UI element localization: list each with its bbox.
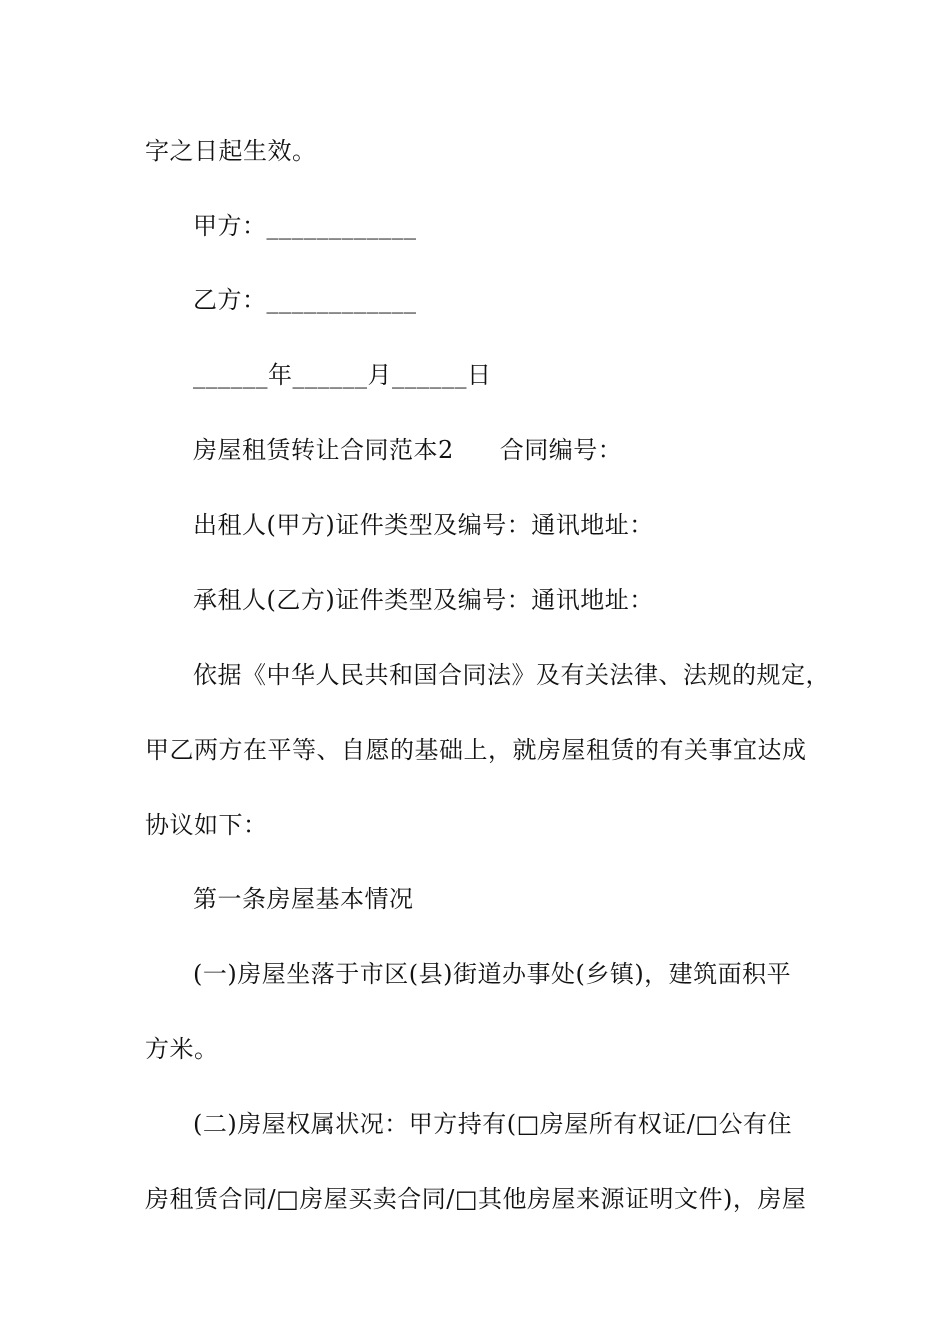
- text-line: 依据《中华人民共和国合同法》及有关法律、法规的规定，: [193, 661, 830, 689]
- article-heading: 第一条房屋基本情况: [193, 885, 414, 913]
- text-line: 甲乙两方在平等、自愿的基础上，就房屋租赁的有关事宜达成: [145, 736, 807, 764]
- party-b-line: 乙方：____________: [193, 286, 417, 314]
- contract-number-label: 合同编号：: [499, 436, 623, 464]
- contract-heading-line: [193, 435, 622, 465]
- text-line: 字之日起生效。: [145, 137, 317, 165]
- text-line: (一)房屋坐落于市区(县)街道办事处(乡镇)，建筑面积平: [193, 960, 792, 988]
- lessor-line: 出租人(甲方)证件类型及编号：通讯地址：: [193, 511, 654, 539]
- contract-title: 房屋租赁转让合同范本2: [193, 436, 454, 464]
- text-line: 房租赁合同/□房屋买卖合同/□其他房屋来源证明文件)，房屋: [145, 1185, 807, 1213]
- date-line: ______年______月______日: [193, 361, 492, 389]
- lessee-line: 承租人(乙方)证件类型及编号：通讯地址：: [193, 586, 654, 614]
- text-line: 方米。: [145, 1035, 219, 1063]
- text-line: 协议如下：: [145, 811, 268, 839]
- party-a-line: 甲方：____________: [193, 212, 417, 240]
- text-line: (二)房屋权属状况：甲方持有(□房屋所有权证/□公有住: [193, 1110, 793, 1138]
